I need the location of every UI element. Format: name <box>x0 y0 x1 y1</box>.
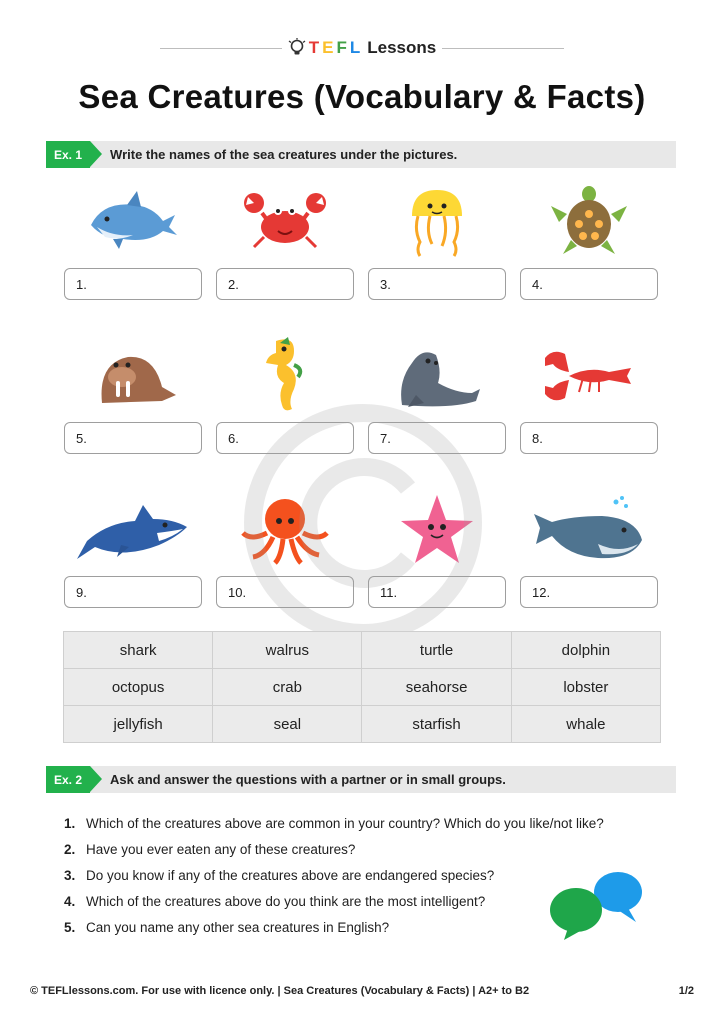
answer-field[interactable]: 12. <box>520 576 658 608</box>
picture-cell <box>368 180 506 300</box>
picture-cell <box>520 488 658 608</box>
answer-field[interactable]: 1. <box>64 268 202 300</box>
question-number: 3. <box>64 867 76 883</box>
word-bank-cell: turtle <box>362 632 511 669</box>
speech-bubbles-icon <box>548 870 648 940</box>
word-bank-cell: seal <box>213 706 362 743</box>
picture-cell <box>520 180 658 300</box>
exercise-1-instruction: Write the names of the sea creatures under the pictures. <box>110 147 458 162</box>
answer-field[interactable]: 2. <box>216 268 354 300</box>
exercise-2-banner <box>46 766 676 793</box>
walrus-icon <box>64 334 202 418</box>
shark-icon <box>64 488 202 572</box>
picture-cell <box>64 488 202 608</box>
whale-icon <box>520 488 658 572</box>
answer-field[interactable]: 7. <box>368 422 506 454</box>
answer-field[interactable]: 3. <box>368 268 506 300</box>
turtle-icon <box>520 180 658 264</box>
picture-cell <box>64 180 202 300</box>
seal-icon <box>368 334 506 418</box>
logo-letter-t: T <box>308 38 320 57</box>
picture-cell <box>216 334 354 454</box>
answer-field[interactable]: 10. <box>216 576 354 608</box>
question-text: Have you ever eaten any of these creatures? <box>86 841 356 857</box>
octopus-icon <box>216 488 354 572</box>
logo-row <box>160 36 564 60</box>
question-item <box>64 810 644 836</box>
footer-copyright: © TEFLlessons.com. For use with licence only. | Sea Creatures (Vocabulary & Facts) | A2+ to B2 <box>30 985 530 997</box>
word-bank-cell: seahorse <box>362 669 511 706</box>
tefl-logo <box>282 38 443 58</box>
logo-lessons: Lessons <box>367 38 437 57</box>
exercise-2-instruction: Ask and answer the questions with a partner or in small groups. <box>110 772 506 787</box>
lobster-icon <box>520 334 658 418</box>
answer-field[interactable]: 11. <box>368 576 506 608</box>
logo-letter-f: F <box>336 38 347 57</box>
page-title: Sea Creatures (Vocabulary & Facts) <box>78 78 646 115</box>
picture-cell <box>216 180 354 300</box>
word-bank-cell: lobster <box>511 669 660 706</box>
question-text: Which of the creatures above are common in your country? Which do you like/not like? <box>86 815 604 831</box>
word-bank-cell: crab <box>213 669 362 706</box>
word-bank-row <box>64 632 661 669</box>
exercise-1-banner <box>46 141 676 168</box>
logo-letter-l: L <box>349 38 361 57</box>
page-number: 1/2 <box>678 985 694 997</box>
answer-field[interactable]: 4. <box>520 268 658 300</box>
logo-letter-e: E <box>322 38 334 57</box>
question-number: 4. <box>64 893 76 909</box>
picture-cell <box>368 488 506 608</box>
jellyfish-icon <box>368 180 506 264</box>
word-bank-cell: whale <box>511 706 660 743</box>
divider <box>160 48 282 49</box>
seahorse-icon <box>216 334 354 418</box>
question-number: 1. <box>64 815 76 831</box>
answer-field[interactable]: 5. <box>64 422 202 454</box>
word-bank-row <box>64 669 661 706</box>
picture-cell <box>520 334 658 454</box>
picture-cell <box>368 334 506 454</box>
answer-field[interactable]: 8. <box>520 422 658 454</box>
dolphin-icon <box>64 180 202 264</box>
word-bank-table <box>63 631 661 743</box>
word-bank-cell: starfish <box>362 706 511 743</box>
answer-field[interactable]: 9. <box>64 576 202 608</box>
word-bank-cell: dolphin <box>511 632 660 669</box>
exercise-1-tag: Ex. 1 <box>46 141 90 168</box>
question-text: Do you know if any of the creatures above are endangered species? <box>86 867 495 883</box>
divider <box>442 48 564 49</box>
footer <box>30 985 694 997</box>
crab-icon <box>216 180 354 264</box>
question-number: 2. <box>64 841 76 857</box>
word-bank-cell: shark <box>64 632 213 669</box>
question-text: Which of the creatures above do you think are the most intelligent? <box>86 893 486 909</box>
word-bank-row <box>64 706 661 743</box>
picture-cell <box>64 334 202 454</box>
answer-field[interactable]: 6. <box>216 422 354 454</box>
question-number: 5. <box>64 919 76 935</box>
word-bank-cell: jellyfish <box>64 706 213 743</box>
word-bank-cell: octopus <box>64 669 213 706</box>
question-item <box>64 836 644 862</box>
picture-cell <box>216 488 354 608</box>
question-text: Can you name any other sea creatures in English? <box>86 919 390 935</box>
lightbulb-icon <box>288 38 306 58</box>
word-bank-cell: walrus <box>213 632 362 669</box>
starfish-icon <box>368 488 506 572</box>
exercise-2-tag: Ex. 2 <box>46 766 90 793</box>
